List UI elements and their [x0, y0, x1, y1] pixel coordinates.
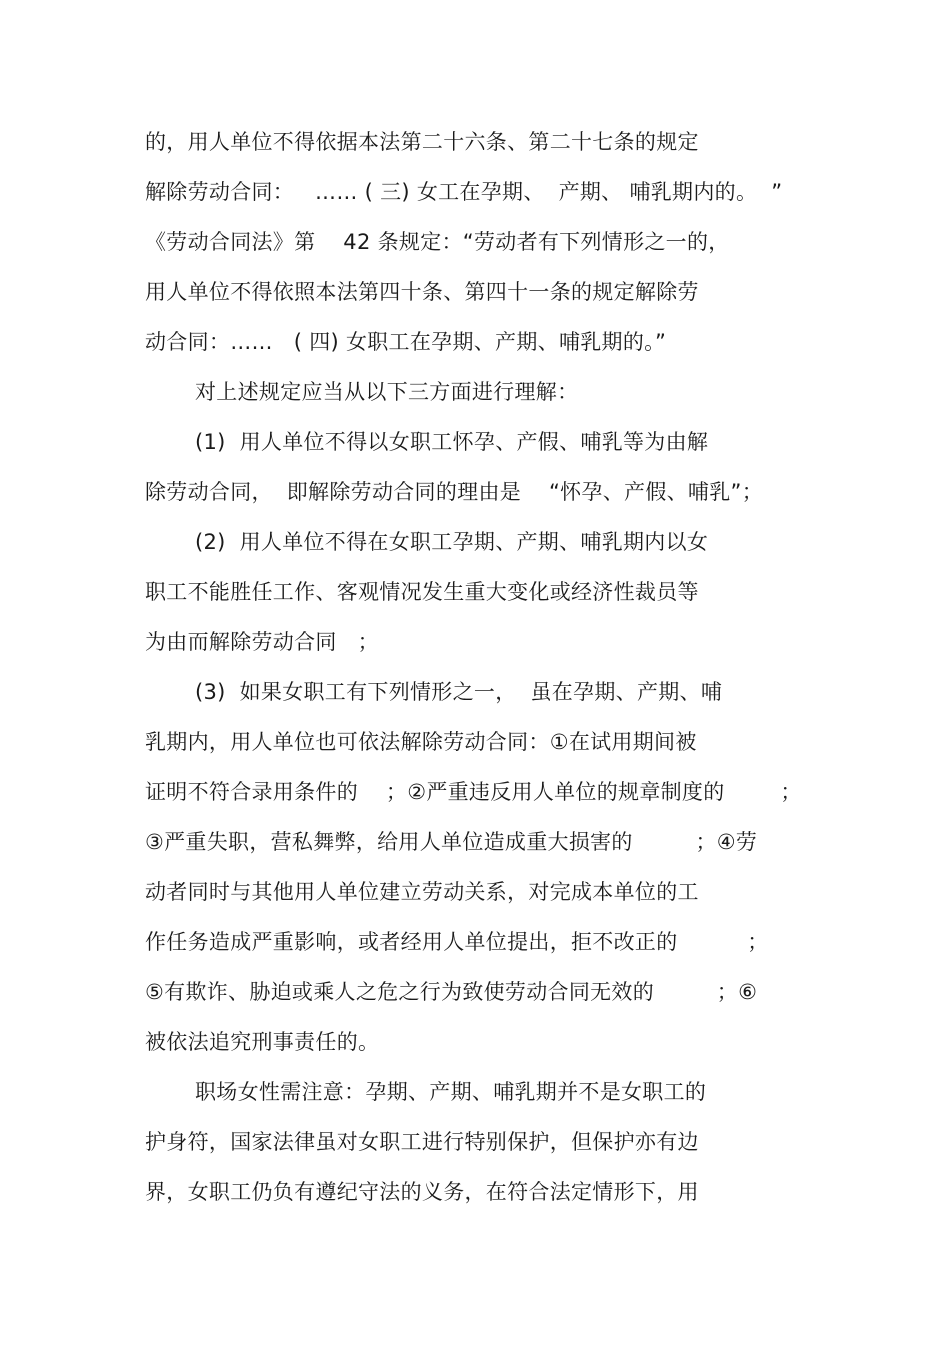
text-line: 乳期内，用人单位也可依法解除劳动合同：①在试用期间被: [145, 730, 697, 754]
text-line: 《劳动合同法》第 42 条规定：“劳动者有下列情形之一的，: [145, 230, 730, 254]
text-line: 的，用人单位不得依据本法第二十六条、第二十七条的规定: [145, 130, 699, 154]
text-line: 职工不能胜任工作、客观情况发生重大变化或经济性裁员等: [145, 580, 699, 604]
text-line: 动合同：…… ( 四) 女职工在孕期、产期、哺乳期的。”: [145, 330, 667, 354]
list-item-2: (2) 用人单位不得在女职工孕期、产期、哺乳期内以女: [195, 530, 709, 554]
text-line: 被依法追究刑事责任的。: [145, 1030, 380, 1054]
text-line: 解除劳动合同： …… ( 三) 女工在孕期、 产期、 哺乳期内的。 ”: [145, 180, 783, 204]
text-line: 用人单位不得依照本法第四十条、第四十一条的规定解除劳: [145, 280, 699, 304]
text-line: 作任务造成严重影响，或者经用人单位提出，拒不改正的 ；: [145, 930, 769, 954]
paragraph-lead: 对上述规定应当从以下三方面进行理解：: [195, 380, 579, 404]
text-line: 除劳动合同， 即解除劳动合同的理由是 “怀孕、产假、哺乳”；: [145, 480, 764, 504]
text-line: 界，女职工仍负有遵纪守法的义务，在符合法定情形下，用: [145, 1180, 699, 1204]
text-line: 动者同时与其他用人单位建立劳动关系，对完成本单位的工: [145, 880, 699, 904]
text-line: ③严重失职，营私舞弊，给用人单位造成重大损害的 ；④劳: [145, 830, 758, 854]
text-line: 为由而解除劳动合同 ；: [145, 630, 379, 654]
paragraph-lead: 职场女性需注意：孕期、产期、哺乳期并不是女职工的: [195, 1080, 707, 1104]
list-item-3: (3) 如果女职工有下列情形之一， 虽在孕期、产期、哺: [195, 680, 723, 704]
list-item-1: (1) 用人单位不得以女职工怀孕、产假、哺乳等为由解: [195, 430, 709, 454]
text-line: ⑤有欺诈、胁迫或乘人之危之行为致使劳动合同无效的 ；⑥: [145, 980, 758, 1004]
text-line: 护身符，国家法律虽对女职工进行特别保护，但保护亦有边: [145, 1130, 699, 1154]
text-line: 证明不符合录用条件的 ；②严重违反用人单位的规章制度的 ；: [145, 780, 802, 804]
